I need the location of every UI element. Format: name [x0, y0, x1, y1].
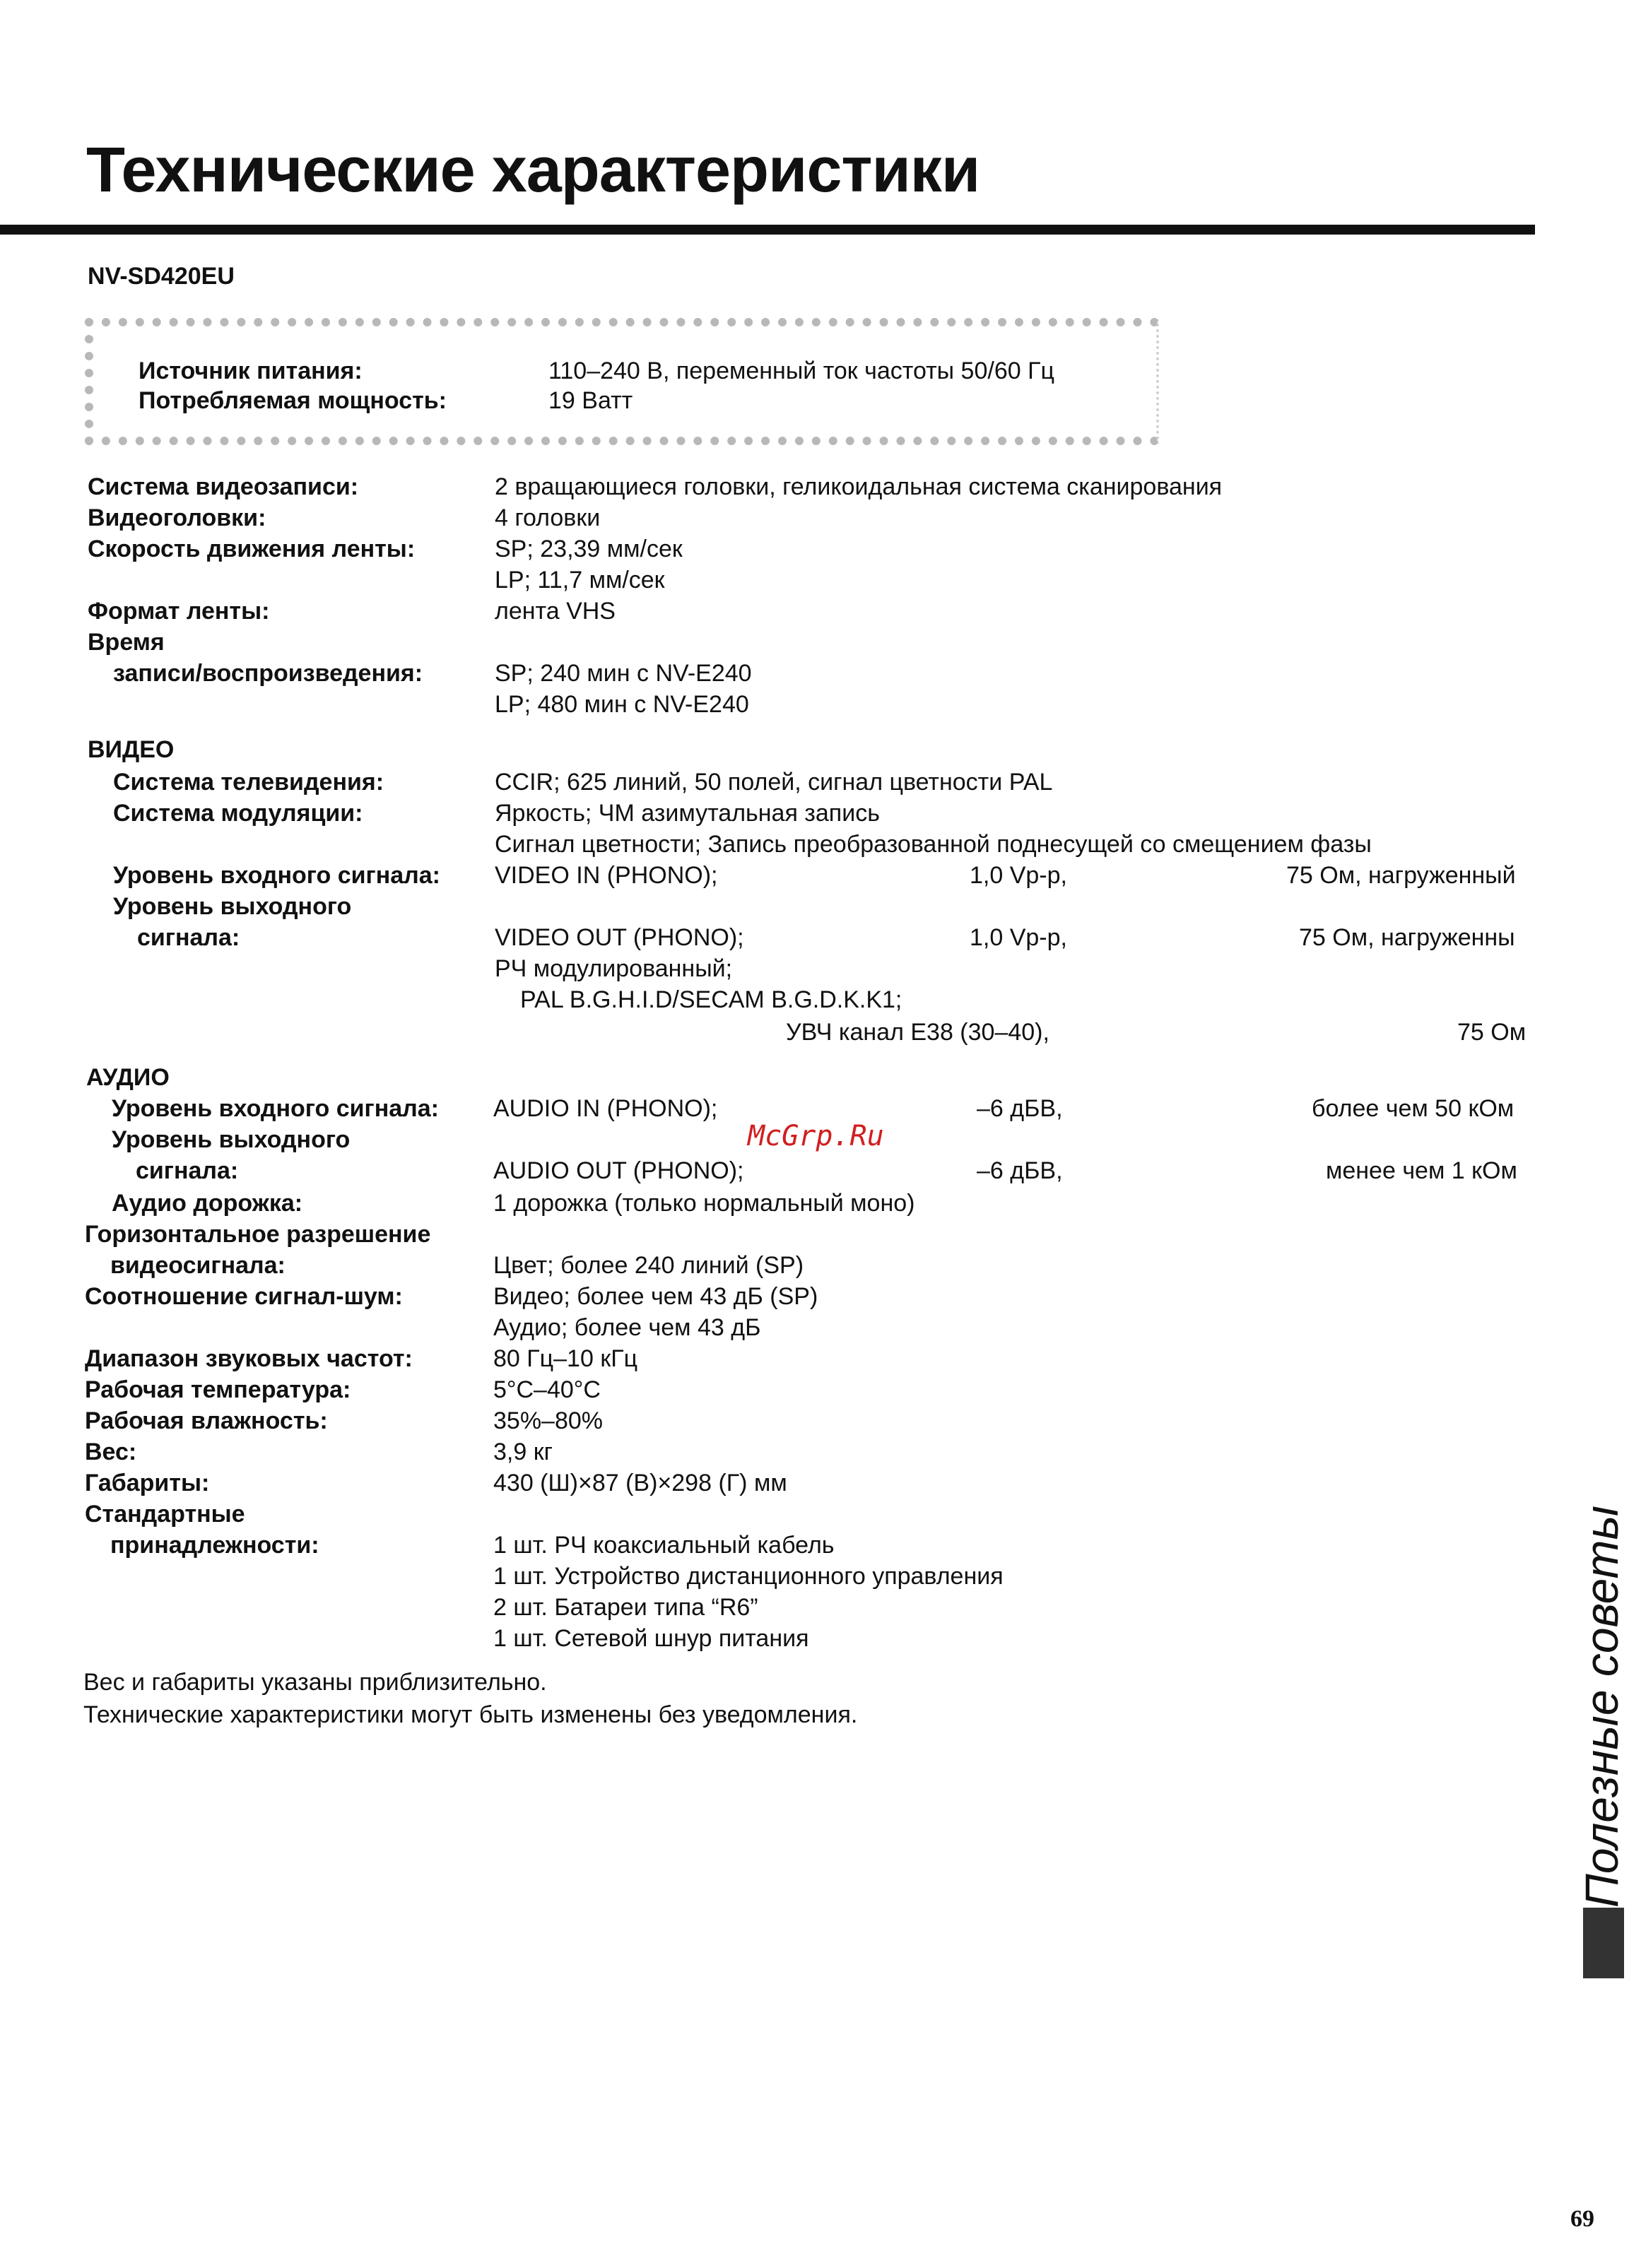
weight-value: 3,9 кг	[493, 1439, 553, 1465]
tv-system-value: CCIR; 625 линий, 50 полей, сигнал цветности PAL	[495, 769, 1053, 796]
snr-video: Видео; более чем 43 дБ (SP)	[493, 1283, 818, 1310]
note-approximate: Вес и габариты указаны приблизительно.	[83, 1669, 547, 1696]
section-side-label: Полезные советы	[1575, 1505, 1628, 1908]
page-number: 69	[1570, 2206, 1594, 2232]
audio-output-label-line1: Уровень выходного	[112, 1126, 351, 1153]
accessory-item: 1 шт. Сетевой шнур питания	[493, 1625, 809, 1652]
audio-output-conn: AUDIO OUT (PHONO);	[493, 1157, 744, 1184]
resolution-value: Цвет; более 240 линий (SP)	[493, 1252, 804, 1279]
power-consumption-label: Потребляемая мощность:	[139, 387, 447, 414]
resolution-label-line2: видеосигнала:	[110, 1252, 286, 1279]
video-output-label-line2: сигнала:	[137, 924, 240, 951]
weight-label: Вес:	[85, 1439, 137, 1465]
resolution-label-line1: Горизонтальное разрешение	[85, 1221, 431, 1248]
video-output-label-line1: Уровень выходного	[113, 893, 352, 920]
note-change: Технические характеристики могут быть изменены без уведомления.	[83, 1701, 858, 1728]
temp-label: Рабочая температура:	[85, 1376, 351, 1403]
humidity-value: 35%–80%	[493, 1407, 604, 1434]
video-heading: ВИДЕО	[88, 736, 175, 763]
humidity-label: Рабочая влажность:	[85, 1407, 328, 1434]
dims-label: Габариты:	[85, 1470, 210, 1496]
time-sp: SP; 240 мин с NV-E240	[495, 660, 752, 687]
power-consumption-value: 19 Ватт	[548, 387, 633, 414]
video-input-imp: 75 Ом, нагруженный	[1286, 862, 1516, 889]
freq-value: 80 Гц–10 кГц	[493, 1345, 638, 1372]
audio-output-level: –6 дБВ,	[977, 1157, 1063, 1184]
rf-label: РЧ модулированный;	[495, 955, 733, 982]
power-source-label: Источник питания:	[139, 358, 363, 384]
time-lp: LP; 480 мин с NV-E240	[495, 691, 749, 718]
modulation-chroma: Сигнал цветности; Запись преобразованной поднесущей со смещением фазы	[495, 831, 1372, 858]
temp-value: 5°C–40°C	[493, 1376, 601, 1403]
video-input-conn: VIDEO IN (PHONO);	[495, 862, 718, 889]
rf-systems: PAL B.G.H.I.D/SECAM B.G.D.K.K1;	[520, 986, 902, 1013]
speed-label: Скорость движения ленты:	[88, 536, 416, 562]
dims-value: 430 (Ш)×87 (В)×298 (Г) мм	[493, 1470, 787, 1496]
section-marker	[1583, 1908, 1624, 1978]
title-rule	[0, 225, 1535, 235]
rec-system-value: 2 вращающиеся головки, геликоидальная система сканирования	[495, 473, 1223, 500]
watermark: McGrp.Ru	[748, 1120, 884, 1152]
heads-label: Видеоголовки:	[88, 504, 266, 531]
video-output-imp: 75 Ом, нагруженны	[1299, 924, 1515, 951]
accessory-item: 2 шт. Батареи типа “R6”	[493, 1594, 758, 1621]
audio-output-imp: менее чем 1 кОм	[1326, 1157, 1517, 1184]
speed-sp: SP; 23,39 мм/сек	[495, 536, 683, 562]
freq-label: Диапазон звуковых частот:	[85, 1345, 413, 1372]
page-title: Технические характеристики	[86, 135, 980, 206]
audio-track-label: Аудио дорожка:	[112, 1190, 303, 1217]
audio-input-conn: AUDIO IN (PHONO);	[493, 1095, 718, 1122]
tv-system-label: Система телевидения:	[113, 769, 384, 796]
modulation-luma: Яркость; ЧМ азимутальная запись	[495, 800, 880, 827]
modulation-label: Система модуляции:	[113, 800, 363, 827]
audio-input-imp: более чем 50 кОм	[1312, 1095, 1515, 1122]
snr-label: Соотношение сигнал-шум:	[85, 1283, 403, 1310]
audio-heading: АУДИО	[86, 1064, 170, 1091]
accessory-item: 1 шт. Устройство дистанционного управления	[493, 1563, 1004, 1590]
time-label-line1: Время	[88, 629, 165, 656]
audio-input-label: Уровень входного сигнала:	[112, 1095, 439, 1122]
accessory-item: 1 шт. РЧ коаксиальный кабель	[493, 1532, 835, 1559]
audio-input-level: –6 дБВ,	[977, 1095, 1063, 1122]
rf-imp: 75 Ом	[1457, 1019, 1527, 1046]
video-input-label: Уровень входного сигнала:	[113, 862, 440, 889]
accessories-label-line2: принадлежности:	[110, 1532, 319, 1559]
video-input-level: 1,0 Vp-p,	[970, 862, 1067, 889]
audio-track-value: 1 дорожка (только нормальный моно)	[493, 1190, 915, 1217]
video-output-level: 1,0 Vp-p,	[970, 924, 1067, 951]
audio-output-label-line2: сигнала:	[136, 1157, 239, 1184]
speed-lp: LP; 11,7 мм/сек	[495, 567, 665, 593]
format-value: лента VHS	[495, 598, 616, 625]
time-label-line2: записи/воспроизведения:	[113, 660, 423, 687]
rec-system-label: Система видеозаписи:	[88, 473, 359, 500]
snr-audio: Аудио; более чем 43 дБ	[493, 1314, 761, 1341]
accessories-label-line1: Стандартные	[85, 1501, 245, 1528]
format-label: Формат ленты:	[88, 598, 270, 625]
heads-value: 4 головки	[495, 504, 601, 531]
rf-channel: УВЧ канал E38 (30–40),	[786, 1019, 1049, 1046]
video-output-conn: VIDEO OUT (PHONO);	[495, 924, 744, 951]
model-name: NV-SD420EU	[88, 263, 235, 290]
power-source-value: 110–240 В, переменный ток частоты 50/60 Гц	[548, 358, 1054, 384]
